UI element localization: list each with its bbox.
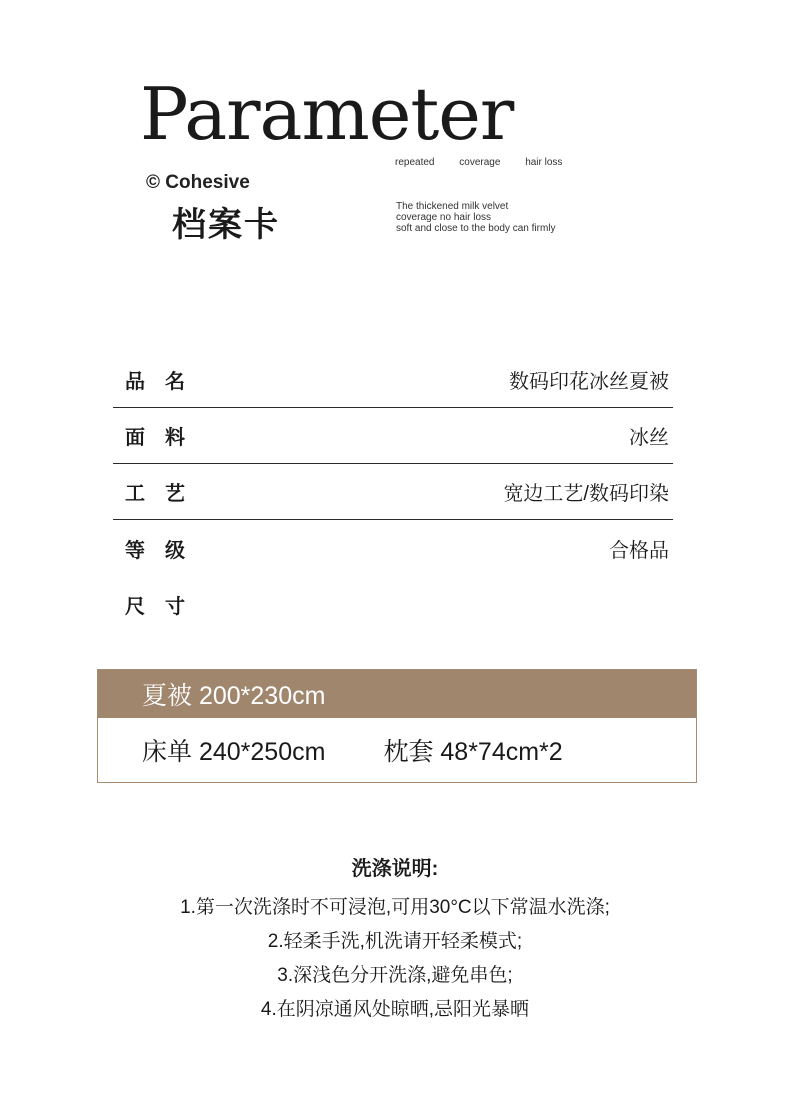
size-bedsheet: 床单 240*250cm: [142, 738, 326, 766]
page-title: Parameter: [140, 72, 514, 156]
description-line: coverage no hair loss: [396, 212, 492, 223]
wash-title: 洗涤说明:: [351, 858, 439, 880]
tag-hair-loss: hair loss: [525, 157, 563, 168]
param-row-fabric: [113, 408, 673, 464]
param-row-grade: [113, 520, 673, 576]
size-header: 夏被 200*230cm: [98, 670, 696, 718]
param-label: 面料: [125, 427, 205, 449]
wash-line: 4.在阴凉通风处晾晒,忌阳光暴晒: [260, 999, 530, 1020]
description-line: The thickened milk velvet: [396, 201, 509, 212]
size-body: [98, 718, 696, 782]
wash-line: 1.第一次洗涤时不可浸泡,可用30°C以下常温水洗涤;: [180, 897, 610, 918]
param-value: 合格品: [609, 539, 669, 562]
param-value: 冰丝: [629, 427, 669, 449]
param-value: 数码印花冰丝夏被: [509, 371, 669, 393]
param-label: 品名: [125, 371, 205, 393]
param-row-name: [113, 352, 673, 408]
param-row-craft: [113, 464, 673, 520]
size-pillowcase: 枕套 48*74cm*2: [383, 738, 563, 766]
param-label: 等级: [125, 539, 205, 562]
feature-tags: [395, 157, 584, 168]
parameter-table: [113, 352, 673, 632]
tag-coverage: coverage: [459, 157, 501, 168]
param-row-size: [113, 576, 673, 632]
param-label: 工艺: [125, 483, 205, 505]
brand-subtitle: 档案卡: [172, 206, 280, 244]
size-box: [97, 669, 697, 783]
param-label: 尺寸: [125, 595, 205, 618]
wash-line: 3.深浅色分开洗涤,避免串色;: [277, 965, 513, 986]
tag-repeated: repeated: [395, 157, 435, 168]
brand-name: © Cohesive: [146, 172, 250, 193]
wash-line: 2.轻柔手洗,机洗请开轻柔模式;: [267, 931, 523, 952]
washing-instructions: [0, 852, 790, 1027]
product-description: [396, 201, 556, 234]
description-line: soft and close to the body can firmly: [396, 223, 556, 234]
param-value: 宽边工艺/数码印染: [503, 483, 669, 505]
